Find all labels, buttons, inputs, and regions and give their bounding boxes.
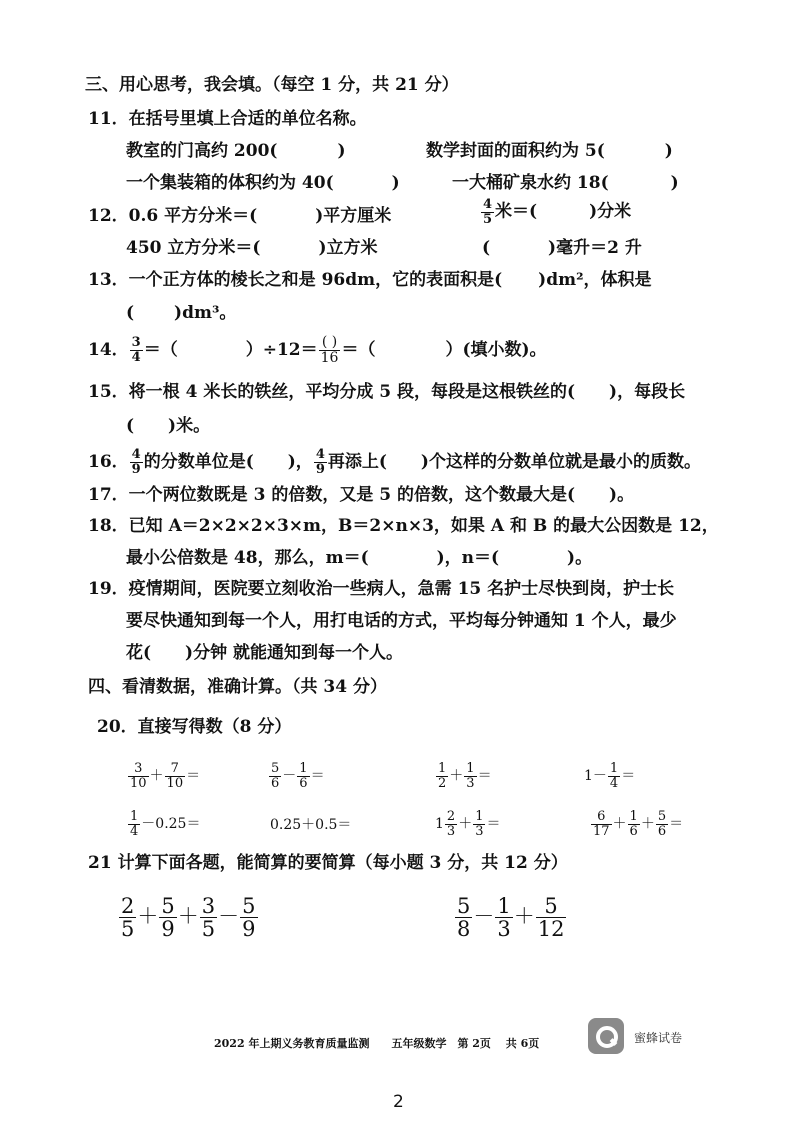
q13-line1: 13．一个正方体的棱长之和是 96dm，它的表面积是( )dm²，体积是 xyxy=(88,270,652,290)
q14-fraction-a: $\frac{3}{4}$ xyxy=(131,335,141,365)
q12-a: 12．0.6 平方分米＝( )平方厘米 xyxy=(88,206,392,226)
q20-r2-d: $\frac{6}{17}$ ＋ $\frac{1}{6}$ ＋ $\frac{5}{6}$ ＝ xyxy=(593,808,684,839)
q11-d: 一大桶矿泉水约 18( ) xyxy=(452,173,679,193)
q12-c: 450 立方分米＝( )立方米 xyxy=(126,238,378,258)
q20-r2-a: $\frac{1}{4}$ －0.25＝ xyxy=(130,808,201,839)
q20-r1-c: $\frac{1}{2}$ ＋ $\frac{1}{3}$ ＝ xyxy=(438,760,492,791)
q19-line2: 要尽快通知到每一个人，用打电话的方式，平均每分钟通知 1 个人，最少 xyxy=(126,611,677,631)
q12-fraction: $\frac{4}{5}$ xyxy=(483,197,493,227)
q20-r2-b: 0.25＋0.5＝ xyxy=(270,817,352,833)
q20-r1-d: 1－ $\frac{1}{4}$ ＝ xyxy=(584,760,636,791)
q11-b: 数学封面的面积约为 5( ) xyxy=(426,141,673,161)
q21-expr-2: $\frac{5}{8}$ － $\frac{1}{3}$ ＋ $\frac{5}{12}$ xyxy=(457,893,565,941)
bee-logo-icon xyxy=(588,1018,624,1054)
footer-info: 2022 年上期义务教育质量监测 五年级数学 第 2页 共 6页 xyxy=(214,1037,540,1050)
q20-title: 20．直接写得数（8 分） xyxy=(97,717,292,737)
q16-fraction-b: $\frac{4}{9}$ xyxy=(315,447,325,477)
q21-expr-1: $\frac{2}{5}$ ＋ $\frac{5}{9}$ ＋ $\frac{3}{5}$ － $\frac{5}{9}$ xyxy=(121,893,256,941)
q11-stem: 11．在括号里填上合适的单位名称。 xyxy=(88,109,367,129)
q20-r1-b: $\frac{5}{6}$ － $\frac{1}{6}$ ＝ xyxy=(271,760,325,791)
q14-fraction-b: $\frac{( )}{16}$ xyxy=(320,334,339,366)
q12-b: $\frac{4}{5}$ 米＝( )分米 xyxy=(483,197,632,227)
q17: 17．一个两位数既是 3 的倍数，又是 5 的倍数，这个数最大是( )。 xyxy=(88,485,635,505)
section-4-title: 四、看清数据，准确计算。（共 34 分） xyxy=(88,677,387,697)
q11-c: 一个集装箱的体积约为 40( ) xyxy=(126,173,400,193)
q20-r2-c: 1 $\frac{2}{3}$ ＋ $\frac{1}{3}$ ＝ xyxy=(435,808,501,839)
q18-line1: 18．已知 A＝2×2×2×3×m，B＝2×n×3，如果 A 和 B 的最大公因数是 12， xyxy=(88,516,719,536)
section-3-title: 三、用心思考，我会填。（每空 1 分，共 21 分） xyxy=(85,75,459,95)
brand-name: 蜜蜂试卷 xyxy=(634,1031,683,1045)
q18-line2: 最小公倍数是 48，那么，m＝( )，n＝( )。 xyxy=(126,548,593,568)
q13-line2: ( )dm³。 xyxy=(126,303,237,323)
q19-line1: 19．疫情期间，医院要立刻收治一些病人，急需 15 名护士尽快到岗，护士长 xyxy=(88,579,675,599)
q14: 14． $\frac{3}{4}$ ＝（ ）÷12＝ $\frac{( )}{16}$ ＝（ ）(填小数)。 xyxy=(88,334,547,366)
q12-d: ( )毫升＝2 升 xyxy=(482,238,642,258)
q15-line1: 15．将一根 4 米长的铁丝，平均分成 5 段，每段是这根铁丝的( )，每段长 xyxy=(88,382,686,402)
q21-title: 21 计算下面各题，能简算的要简算（每小题 3 分，共 12 分） xyxy=(88,853,568,873)
q11-a: 教室的门高约 200( ) xyxy=(126,141,346,161)
page-number: 2 xyxy=(393,1092,404,1112)
q16-fraction-a: $\frac{4}{9}$ xyxy=(131,447,141,477)
q19-line3: 花( )分钟 就能通知到每一个人。 xyxy=(126,643,404,663)
q20-r1-a: $\frac{3}{10}$ ＋ $\frac{7}{10}$ ＝ xyxy=(130,760,201,791)
q15-line2: ( )米。 xyxy=(126,416,211,436)
q16: 16． $\frac{4}{9}$ 的分数单位是( )， $\frac{4}{9}$ 再添上( )个这样的分数单位就是最小的质数。 xyxy=(88,447,701,477)
